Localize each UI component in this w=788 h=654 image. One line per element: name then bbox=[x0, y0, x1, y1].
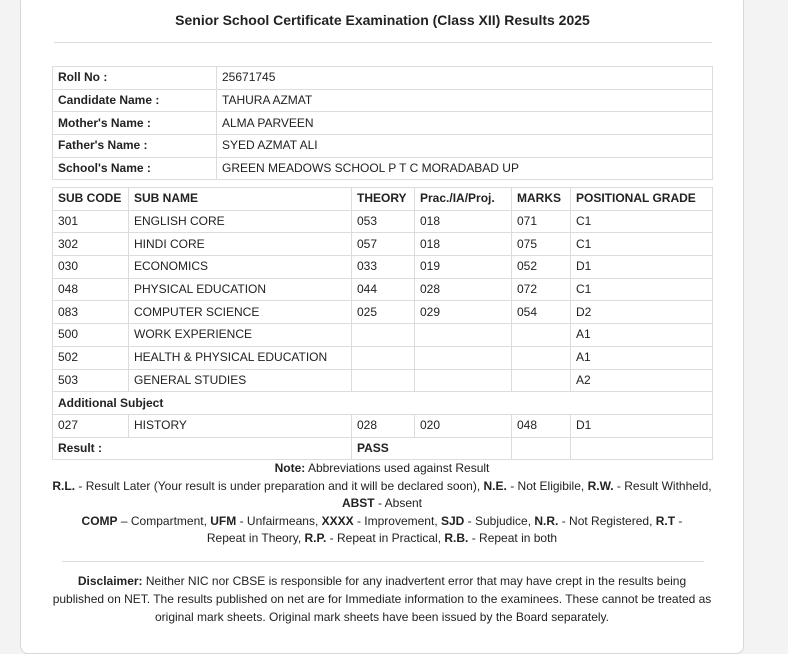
abbreviations-note bbox=[52, 460, 712, 548]
result-row bbox=[53, 437, 713, 460]
note-line-2 bbox=[52, 478, 712, 513]
additional-subject-data-row bbox=[53, 414, 713, 437]
header-sub-code: SUB CODE bbox=[53, 188, 129, 211]
header-positional-grade: POSITIONAL GRADE bbox=[571, 188, 713, 211]
rl-abbr: R.L. bbox=[52, 478, 76, 493]
mother-name-row bbox=[53, 112, 713, 135]
subject-row bbox=[53, 369, 713, 392]
cell-sub-name: WORK EXPERIENCE bbox=[129, 324, 352, 347]
subject-row bbox=[53, 278, 713, 301]
candidate-info-table bbox=[52, 66, 713, 180]
disclaimer bbox=[52, 572, 712, 626]
subject-row bbox=[53, 210, 713, 233]
roll-label: Roll No : bbox=[53, 67, 217, 90]
school-name-value: GREEN MEADOWS SCHOOL P T C MORADABAD UP bbox=[217, 157, 713, 180]
candidate-name-label: Candidate Name : bbox=[53, 89, 217, 112]
note-line-3 bbox=[52, 513, 712, 548]
cell-positional-grade: A1 bbox=[571, 324, 713, 347]
cell-marks bbox=[512, 324, 571, 347]
cell-sub-code: 502 bbox=[53, 346, 129, 369]
nr-abbr: N.R. bbox=[534, 513, 559, 528]
cell-positional-grade: D1 bbox=[571, 414, 713, 437]
disclaimer-text: Neither NIC nor CBSE is responsible for any inadvertent error that may have crept in the results being published on NET. The results published on net are for Immediate information to the examinees. These cannot be treated as original mark sheets. Original mark sheets have been issued by the Board separately. bbox=[52, 574, 712, 624]
cell-theory bbox=[352, 324, 415, 347]
note-divider bbox=[62, 561, 704, 562]
cell-sub-code: 048 bbox=[53, 278, 129, 301]
cell-marks: 071 bbox=[512, 210, 571, 233]
father-name-value: SYED AZMAT ALI bbox=[217, 135, 713, 158]
cell-practical: 018 bbox=[415, 210, 512, 233]
cell-sub-name: HEALTH & PHYSICAL EDUCATION bbox=[129, 346, 352, 369]
page-title: Senior School Certificate Examination (Class XII) Results 2025 bbox=[175, 12, 590, 28]
cell-practical bbox=[415, 346, 512, 369]
cell-sub-code: 030 bbox=[53, 256, 129, 279]
cell-positional-grade: D1 bbox=[571, 256, 713, 279]
abst-desc: - Absent bbox=[374, 496, 423, 511]
ne-abbr: N.E. bbox=[483, 478, 507, 493]
cell-sub-name: HISTORY bbox=[129, 414, 352, 437]
mother-name-value: ALMA PARVEEN bbox=[217, 112, 713, 135]
cell-sub-code: 302 bbox=[53, 233, 129, 256]
school-name-label: School's Name : bbox=[53, 157, 217, 180]
xxxx-desc: - Improvement, bbox=[353, 513, 441, 528]
sjd-desc: - Subjudice, bbox=[464, 513, 535, 528]
cell-theory bbox=[352, 369, 415, 392]
ne-desc: - Not Eligibile, bbox=[506, 478, 588, 493]
cell-theory bbox=[352, 346, 415, 369]
additional-subject-row bbox=[53, 392, 713, 415]
cell-theory: 033 bbox=[352, 256, 415, 279]
header-sub-name: SUB NAME bbox=[129, 188, 352, 211]
cell-theory: 044 bbox=[352, 278, 415, 301]
cell-positional-grade: D2 bbox=[571, 301, 713, 324]
cell-positional-grade: C1 bbox=[571, 233, 713, 256]
sjd-abbr: SJD bbox=[440, 513, 465, 528]
cell-sub-name: COMPUTER SCIENCE bbox=[129, 301, 352, 324]
nr-desc: - Not Registered, bbox=[558, 513, 656, 528]
marks-body bbox=[53, 210, 713, 460]
cell-marks: 075 bbox=[512, 233, 571, 256]
note-line-1 bbox=[52, 460, 712, 478]
comp-abbr: COMP bbox=[81, 513, 118, 528]
cell-sub-code: 503 bbox=[53, 369, 129, 392]
header-theory: THEORY bbox=[352, 188, 415, 211]
candidate-name-value: TAHURA AZMAT bbox=[217, 89, 713, 112]
rl-desc: - Result Later (Your result is under preparation and it will be declared soon), bbox=[75, 478, 484, 493]
cell-practical bbox=[415, 324, 512, 347]
cell-positional-grade: C1 bbox=[571, 278, 713, 301]
cell-sub-name: PHYSICAL EDUCATION bbox=[129, 278, 352, 301]
candidate-name-row bbox=[53, 89, 713, 112]
cell-theory: 028 bbox=[352, 414, 415, 437]
abst-abbr: ABST bbox=[341, 496, 375, 511]
father-name-row bbox=[53, 135, 713, 158]
note-intro-text: Abbreviations used against Result bbox=[305, 461, 490, 475]
cell-sub-name: HINDI CORE bbox=[129, 233, 352, 256]
mother-name-label: Mother's Name : bbox=[53, 112, 217, 135]
cell-sub-name: GENERAL STUDIES bbox=[129, 369, 352, 392]
marks-table bbox=[52, 187, 713, 460]
cell-theory: 053 bbox=[352, 210, 415, 233]
disclaimer-label: Disclaimer: bbox=[77, 574, 143, 588]
cell-sub-code: 083 bbox=[53, 301, 129, 324]
rp-abbr: R.P. bbox=[304, 531, 327, 546]
subject-row bbox=[53, 301, 713, 324]
rb-desc: - Repeat in both bbox=[468, 531, 558, 546]
title-divider bbox=[54, 42, 712, 43]
subject-row bbox=[53, 256, 713, 279]
header-marks: MARKS bbox=[512, 188, 571, 211]
cell-sub-name: ECONOMICS bbox=[129, 256, 352, 279]
rb-abbr: R.B. bbox=[444, 531, 469, 546]
rw-desc: - Result Withheld, bbox=[613, 478, 712, 493]
roll-row bbox=[53, 67, 713, 90]
header-practical: Prac./IA/Proj. bbox=[415, 188, 512, 211]
rw-abbr: R.W. bbox=[587, 478, 614, 493]
rt-desc: - Repeat in Theory, bbox=[206, 513, 683, 546]
result-empty-cell bbox=[512, 437, 571, 460]
cell-marks: 048 bbox=[512, 414, 571, 437]
cell-marks bbox=[512, 346, 571, 369]
cell-marks: 054 bbox=[512, 301, 571, 324]
cell-positional-grade: A1 bbox=[571, 346, 713, 369]
cell-theory: 057 bbox=[352, 233, 415, 256]
subject-row bbox=[53, 233, 713, 256]
roll-value: 25671745 bbox=[217, 67, 713, 90]
result-label: Result : bbox=[53, 437, 352, 460]
cell-marks bbox=[512, 369, 571, 392]
cell-practical bbox=[415, 369, 512, 392]
rp-desc: - Repeat in Practical, bbox=[326, 531, 445, 546]
subject-row bbox=[53, 346, 713, 369]
xxxx-abbr: XXXX bbox=[321, 513, 354, 528]
cell-marks: 072 bbox=[512, 278, 571, 301]
cell-theory: 025 bbox=[352, 301, 415, 324]
cell-practical: 028 bbox=[415, 278, 512, 301]
cell-sub-code: 301 bbox=[53, 210, 129, 233]
cell-positional-grade: C1 bbox=[571, 210, 713, 233]
father-name-label: Father's Name : bbox=[53, 135, 217, 158]
result-empty-cell bbox=[571, 437, 713, 460]
school-name-row bbox=[53, 157, 713, 180]
marks-header-row bbox=[53, 188, 713, 211]
result-value: PASS bbox=[352, 437, 512, 460]
additional-subject-label: Additional Subject bbox=[53, 392, 713, 415]
rt-abbr: R.T bbox=[655, 513, 676, 528]
cell-sub-code: 500 bbox=[53, 324, 129, 347]
cell-positional-grade: A2 bbox=[571, 369, 713, 392]
cell-practical: 018 bbox=[415, 233, 512, 256]
cell-practical: 020 bbox=[415, 414, 512, 437]
ufm-abbr: UFM bbox=[210, 513, 237, 528]
cell-marks: 052 bbox=[512, 256, 571, 279]
cell-practical: 029 bbox=[415, 301, 512, 324]
comp-desc: – Compartment, bbox=[117, 513, 211, 528]
cell-sub-code: 027 bbox=[53, 414, 129, 437]
subject-row bbox=[53, 324, 713, 347]
cell-sub-name: ENGLISH CORE bbox=[129, 210, 352, 233]
note-label: Note: bbox=[274, 461, 306, 475]
ufm-desc: - Unfairmeans, bbox=[236, 513, 322, 528]
cell-practical: 019 bbox=[415, 256, 512, 279]
